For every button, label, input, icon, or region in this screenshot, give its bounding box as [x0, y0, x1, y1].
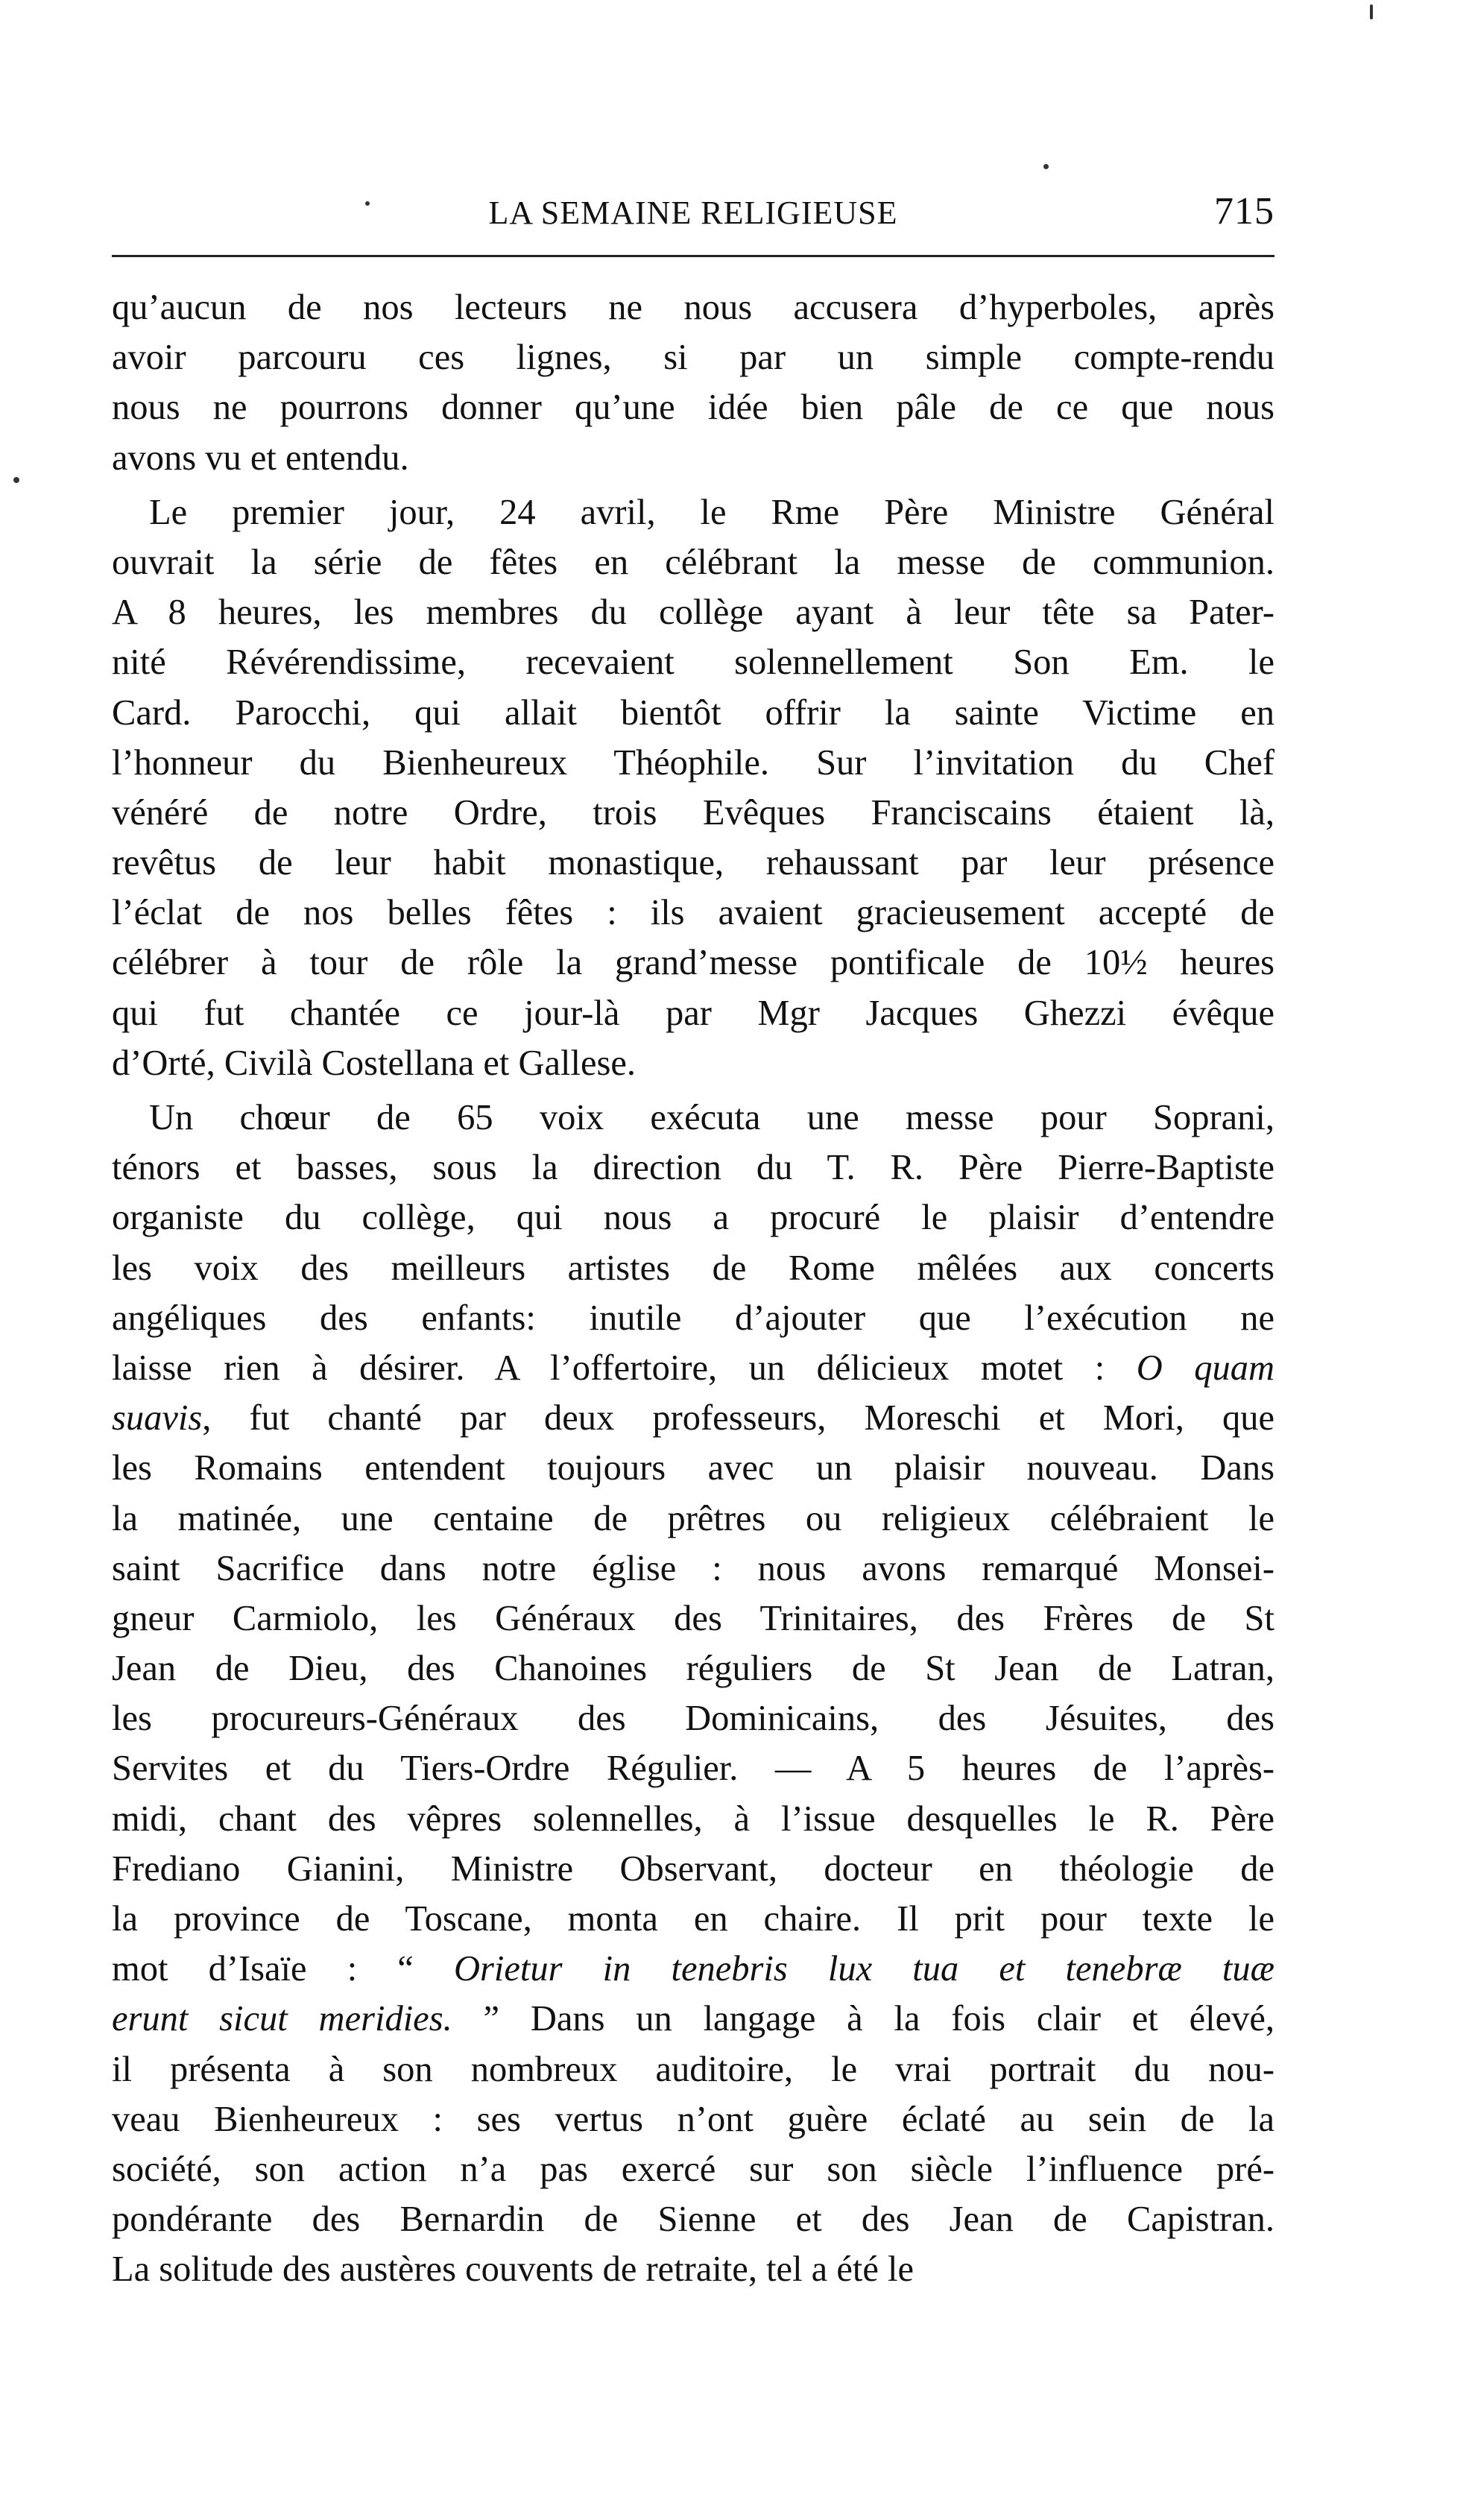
text-line: célébrer à tour de rôle la grand’messe pontificale de 10½ heures [112, 943, 1274, 983]
text-line: La solitude des austères couvents de retraite, tel a été le [112, 2249, 914, 2290]
text-line: avons vu et entendu. [112, 438, 409, 478]
print-speck [1370, 4, 1373, 19]
text-line: revêtus de leur habit monastique, rehaussant par leur présence [112, 843, 1274, 883]
text-line: vénéré de notre Ordre, trois Evêques Franciscains étaient là, [112, 792, 1274, 833]
text-line: qui fut chantée ce jour-là par Mgr Jacques Ghezzi évêque [112, 993, 1274, 1033]
text-line: A 8 heures, les membres du collège ayant à leur tête sa Pater- [112, 593, 1274, 633]
running-head [112, 179, 1274, 239]
body-text [112, 282, 1274, 2295]
text-line: erunt sicut meridies. ” Dans un langage à la fois clair et élevé, [112, 1999, 1274, 2039]
text-line: avoir parcouru ces lignes, si par un simple compte-rendu [112, 338, 1274, 378]
text-line: veau Bienheureux : ses vertus n’ont guère éclaté au sein de la [112, 2099, 1274, 2139]
paragraph [112, 282, 1274, 483]
text-line: organiste du collège, qui nous a procuré le plaisir d’entendre [112, 1198, 1274, 1238]
header-rule [112, 255, 1274, 257]
text-line: ouvrait la série de fêtes en célébrant la messe de communion. [112, 542, 1274, 582]
text-line: saint Sacrifice dans notre église : nous avons remarqué Monsei- [112, 1548, 1274, 1588]
text-line: Jean de Dieu, des Chanoines réguliers de St Jean de Latran, [112, 1649, 1274, 1689]
text-line: angéliques des enfants: inutile d’ajouter que l’exécution ne [112, 1298, 1274, 1338]
text-line: l’honneur du Bienheureux Théophile. Sur l’invitation du Chef [112, 742, 1274, 783]
text-line: d’Orté, Civilà Costellana et Gallese. [112, 1043, 637, 1083]
text-line: la province de Toscane, monta en chaire. Il prit pour texte le [112, 1899, 1274, 1939]
print-speck [365, 201, 370, 206]
paragraph [112, 487, 1274, 1088]
text-line: midi, chant des vêpres solennelles, à l’issue desquelles le R. Père [112, 1799, 1274, 1839]
text-line: gneur Carmiolo, les Généraux des Trinitaires, des Frères de St [112, 1598, 1274, 1638]
text-line: nous ne pourrons donner qu’une idée bien pâle de ce que nous [112, 388, 1274, 428]
text-line: il présenta à son nombreux auditoire, le vrai portrait du nou- [112, 2049, 1274, 2089]
text-line: qu’aucun de nos lecteurs ne nous accusera d’hyperboles, après [112, 288, 1274, 327]
text-line: la matinée, une centaine de prêtres ou religieux célébraient le [112, 1498, 1274, 1538]
text-line: les procureurs-Généraux des Dominicains, des Jésuites, des [112, 1699, 1274, 1739]
book-page [112, 179, 1274, 2295]
text-line: ténors et basses, sous la direction du T. R. Père Pierre-Baptiste [112, 1148, 1274, 1188]
text-line: société, son action n’a pas exercé sur son siècle l’influence pré- [112, 2149, 1274, 2189]
paragraph [112, 1093, 1274, 2295]
text-line: laisse rien à désirer. A l’offertoire, un délicieux motet : O quam [112, 1348, 1274, 1388]
text-line: Le premier jour, 24 avril, le Rme Père Ministre Général [149, 492, 1274, 532]
print-speck [13, 477, 19, 483]
text-line: les voix des meilleurs artistes de Rome mêlées aux concerts [112, 1248, 1274, 1288]
text-line: Un chœur de 65 voix exécuta une messe pour Soprani, [149, 1098, 1274, 1137]
running-title: LA SEMAINE RELIGIEUSE [488, 195, 898, 231]
text-line: nité Révérendissime, recevaient solennellement Son Em. le [112, 642, 1274, 683]
text-line: pondérante des Bernardin de Sienne et des Jean de Capistran. [112, 2200, 1274, 2240]
text-line: mot d’Isaïe : “ Orietur in tenebris lux tua et tenebræ tuæ [112, 1949, 1274, 1989]
text-line: Servites et du Tiers-Ordre Régulier. — A 5 heures de l’après- [112, 1749, 1274, 1789]
text-line: l’éclat de nos belles fêtes : ils avaient gracieusement accepté de [112, 893, 1274, 933]
text-line: les Romains entendent toujours avec un plaisir nouveau. Dans [112, 1448, 1274, 1488]
page-number: 715 [1214, 190, 1274, 233]
text-line: Card. Parocchi, qui allait bientôt offrir la sainte Victime en [112, 692, 1274, 733]
print-speck [1043, 164, 1049, 169]
text-line: suavis, fut chanté par deux professeurs, Moreschi et Mori, que [112, 1398, 1274, 1439]
text-line: Frediano Gianini, Ministre Observant, docteur en théologie de [112, 1848, 1274, 1889]
